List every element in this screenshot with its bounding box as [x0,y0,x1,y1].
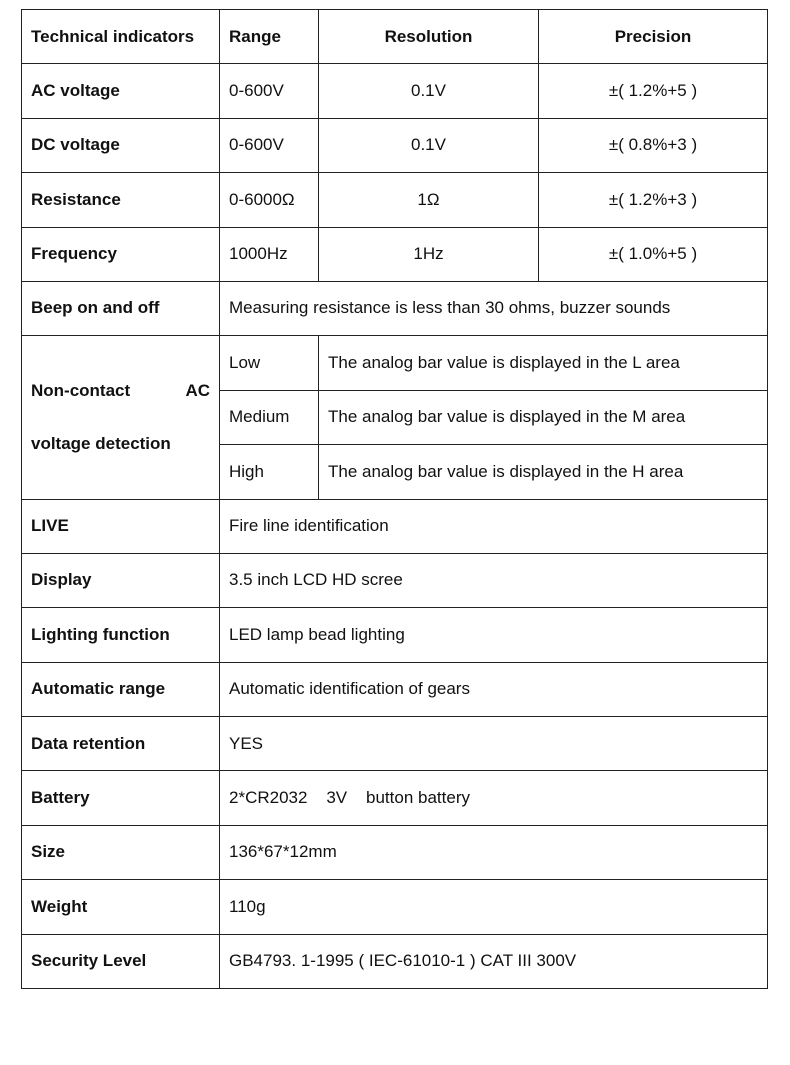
table-row [22,608,768,662]
header-row [22,10,768,64]
row-precision: ±( 1.2%+3 ) [539,173,768,227]
table-row [22,825,768,879]
table-row [22,281,768,335]
table-row [22,880,768,934]
non-contact-label-part1: Non-contact [31,380,131,400]
row-precision: ±( 0.8%+3 ) [539,118,768,172]
row-value: GB4793. 1-1995 ( IEC-61010-1 ) CAT III 300V [220,934,768,988]
row-label: Battery [22,771,220,825]
row-label: Size [22,825,220,879]
table-row [22,717,768,771]
table-row [22,173,768,227]
row-label: Data retention [22,717,220,771]
row-value: YES [220,717,768,771]
row-precision: ±( 1.2%+5 ) [539,64,768,118]
row-range: 1000Hz [220,227,319,281]
row-label: Frequency [22,227,220,281]
row-label: Weight [22,880,220,934]
row-value: 136*67*12mm [220,825,768,879]
level-label: Medium [220,390,319,444]
row-label: Lighting function [22,608,220,662]
table-row [22,64,768,118]
row-label: DC voltage [22,118,220,172]
row-label: AC voltage [22,64,220,118]
row-value: 2*CR2032 3V button battery [220,771,768,825]
row-value: Fire line identification [220,499,768,553]
spec-table [21,9,768,989]
level-label: Low [220,336,319,390]
table-row [22,118,768,172]
row-range: 0-600V [220,118,319,172]
row-resolution: 0.1V [319,64,539,118]
row-value: Measuring resistance is less than 30 ohms, buzzer sounds [220,281,768,335]
level-desc: The analog bar value is displayed in the H area [319,445,768,499]
table-row [22,227,768,281]
row-resolution: 1Ω [319,173,539,227]
row-label: Resistance [22,173,220,227]
table-row [22,771,768,825]
table-row [22,934,768,988]
row-value: 3.5 inch LCD HD scree [220,553,768,607]
non-contact-label-line2: voltage detection [31,433,171,453]
table-row [22,336,768,390]
row-precision: ±( 1.0%+5 ) [539,227,768,281]
level-desc: The analog bar value is displayed in the L area [319,336,768,390]
row-label: Beep on and off [22,281,220,335]
row-label: LIVE [22,499,220,553]
row-label: Display [22,553,220,607]
header-indicator: Technical indicators [22,10,220,64]
row-resolution: 0.1V [319,118,539,172]
row-resolution: 1Hz [319,227,539,281]
row-range: 0-6000Ω [220,173,319,227]
level-desc: The analog bar value is displayed in the M area [319,390,768,444]
row-label: Security Level [22,934,220,988]
row-value: Automatic identification of gears [220,662,768,716]
level-label: High [220,445,319,499]
table-row [22,499,768,553]
table-row [22,662,768,716]
non-contact-label-part2: AC [185,380,210,400]
table-row [22,553,768,607]
header-resolution: Resolution [319,10,539,64]
row-label: Automatic range [22,662,220,716]
header-precision: Precision [539,10,768,64]
header-range: Range [220,10,319,64]
non-contact-label [22,336,220,499]
row-value: 110g [220,880,768,934]
row-value: LED lamp bead lighting [220,608,768,662]
row-range: 0-600V [220,64,319,118]
